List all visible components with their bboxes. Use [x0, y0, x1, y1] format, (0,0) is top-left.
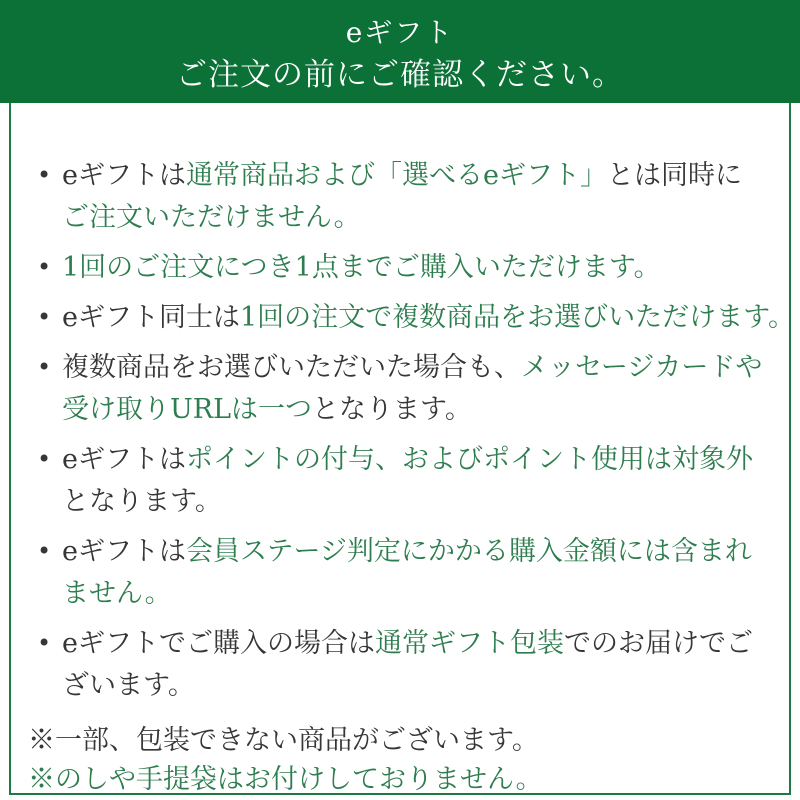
list-item	[11, 155, 769, 239]
text-segment: eギフト同士は	[62, 302, 240, 333]
list-item	[11, 297, 796, 339]
bullet-icon: •	[37, 445, 52, 473]
text-segment: 通常商品および「選べるeギフト」	[185, 160, 607, 191]
page-title: eギフト	[345, 16, 455, 49]
list-item	[11, 247, 769, 289]
text-segment: ません。	[62, 578, 172, 609]
page-subtitle: ご注文の前にご確認ください。	[176, 57, 624, 93]
note-line: ※一部、包装できない商品がございます。	[28, 725, 539, 756]
text-segment: 受け取りURLは一つ	[62, 394, 313, 425]
text-segment: eギフトは	[62, 444, 186, 475]
text-segment: 会員ステージ判定にかかる購入金額には含まれ	[185, 536, 752, 567]
notice-box	[9, 103, 796, 795]
bullet-icon: •	[37, 353, 52, 381]
bullet-icon: •	[37, 303, 52, 331]
notes	[11, 721, 769, 799]
text-segment: 通常ギフト包装	[374, 628, 564, 659]
bullet-icon: •	[37, 629, 52, 657]
list-item	[11, 439, 769, 523]
text-segment: 1回のご注文につき1点までご購入いただけます。	[62, 252, 661, 283]
text-segment: となります。	[62, 486, 222, 517]
list-item	[11, 531, 769, 615]
bullet-icon: •	[37, 161, 52, 189]
bullet-icon: •	[37, 253, 52, 281]
text-segment: eギフトは	[62, 160, 186, 191]
text-segment: とは同時に	[606, 160, 742, 191]
list-item	[11, 623, 769, 707]
header-banner	[0, 0, 800, 103]
text-segment: 1回の注文で複数商品をお選びいただけます。	[239, 302, 796, 333]
note-line: ※のしや手提袋はお付けしておりません。	[28, 764, 543, 795]
text-segment: メッセージカードや	[521, 352, 763, 383]
text-segment: ご注文いただけません。	[62, 202, 361, 233]
text-segment: ざいます。	[62, 670, 195, 701]
text-segment: でのお届けでご	[563, 628, 753, 659]
notice-list	[11, 155, 796, 707]
text-segment: ポイントの付与、およびポイント使用は対象外	[185, 444, 753, 475]
list-item	[11, 347, 769, 431]
text-segment: eギフトでご購入の場合は	[62, 628, 375, 659]
bullet-icon: •	[37, 537, 52, 565]
text-segment: 複数商品をお選びいただいた場合も、	[62, 352, 521, 383]
text-segment: eギフトは	[62, 536, 186, 567]
text-segment: となります。	[312, 394, 472, 425]
